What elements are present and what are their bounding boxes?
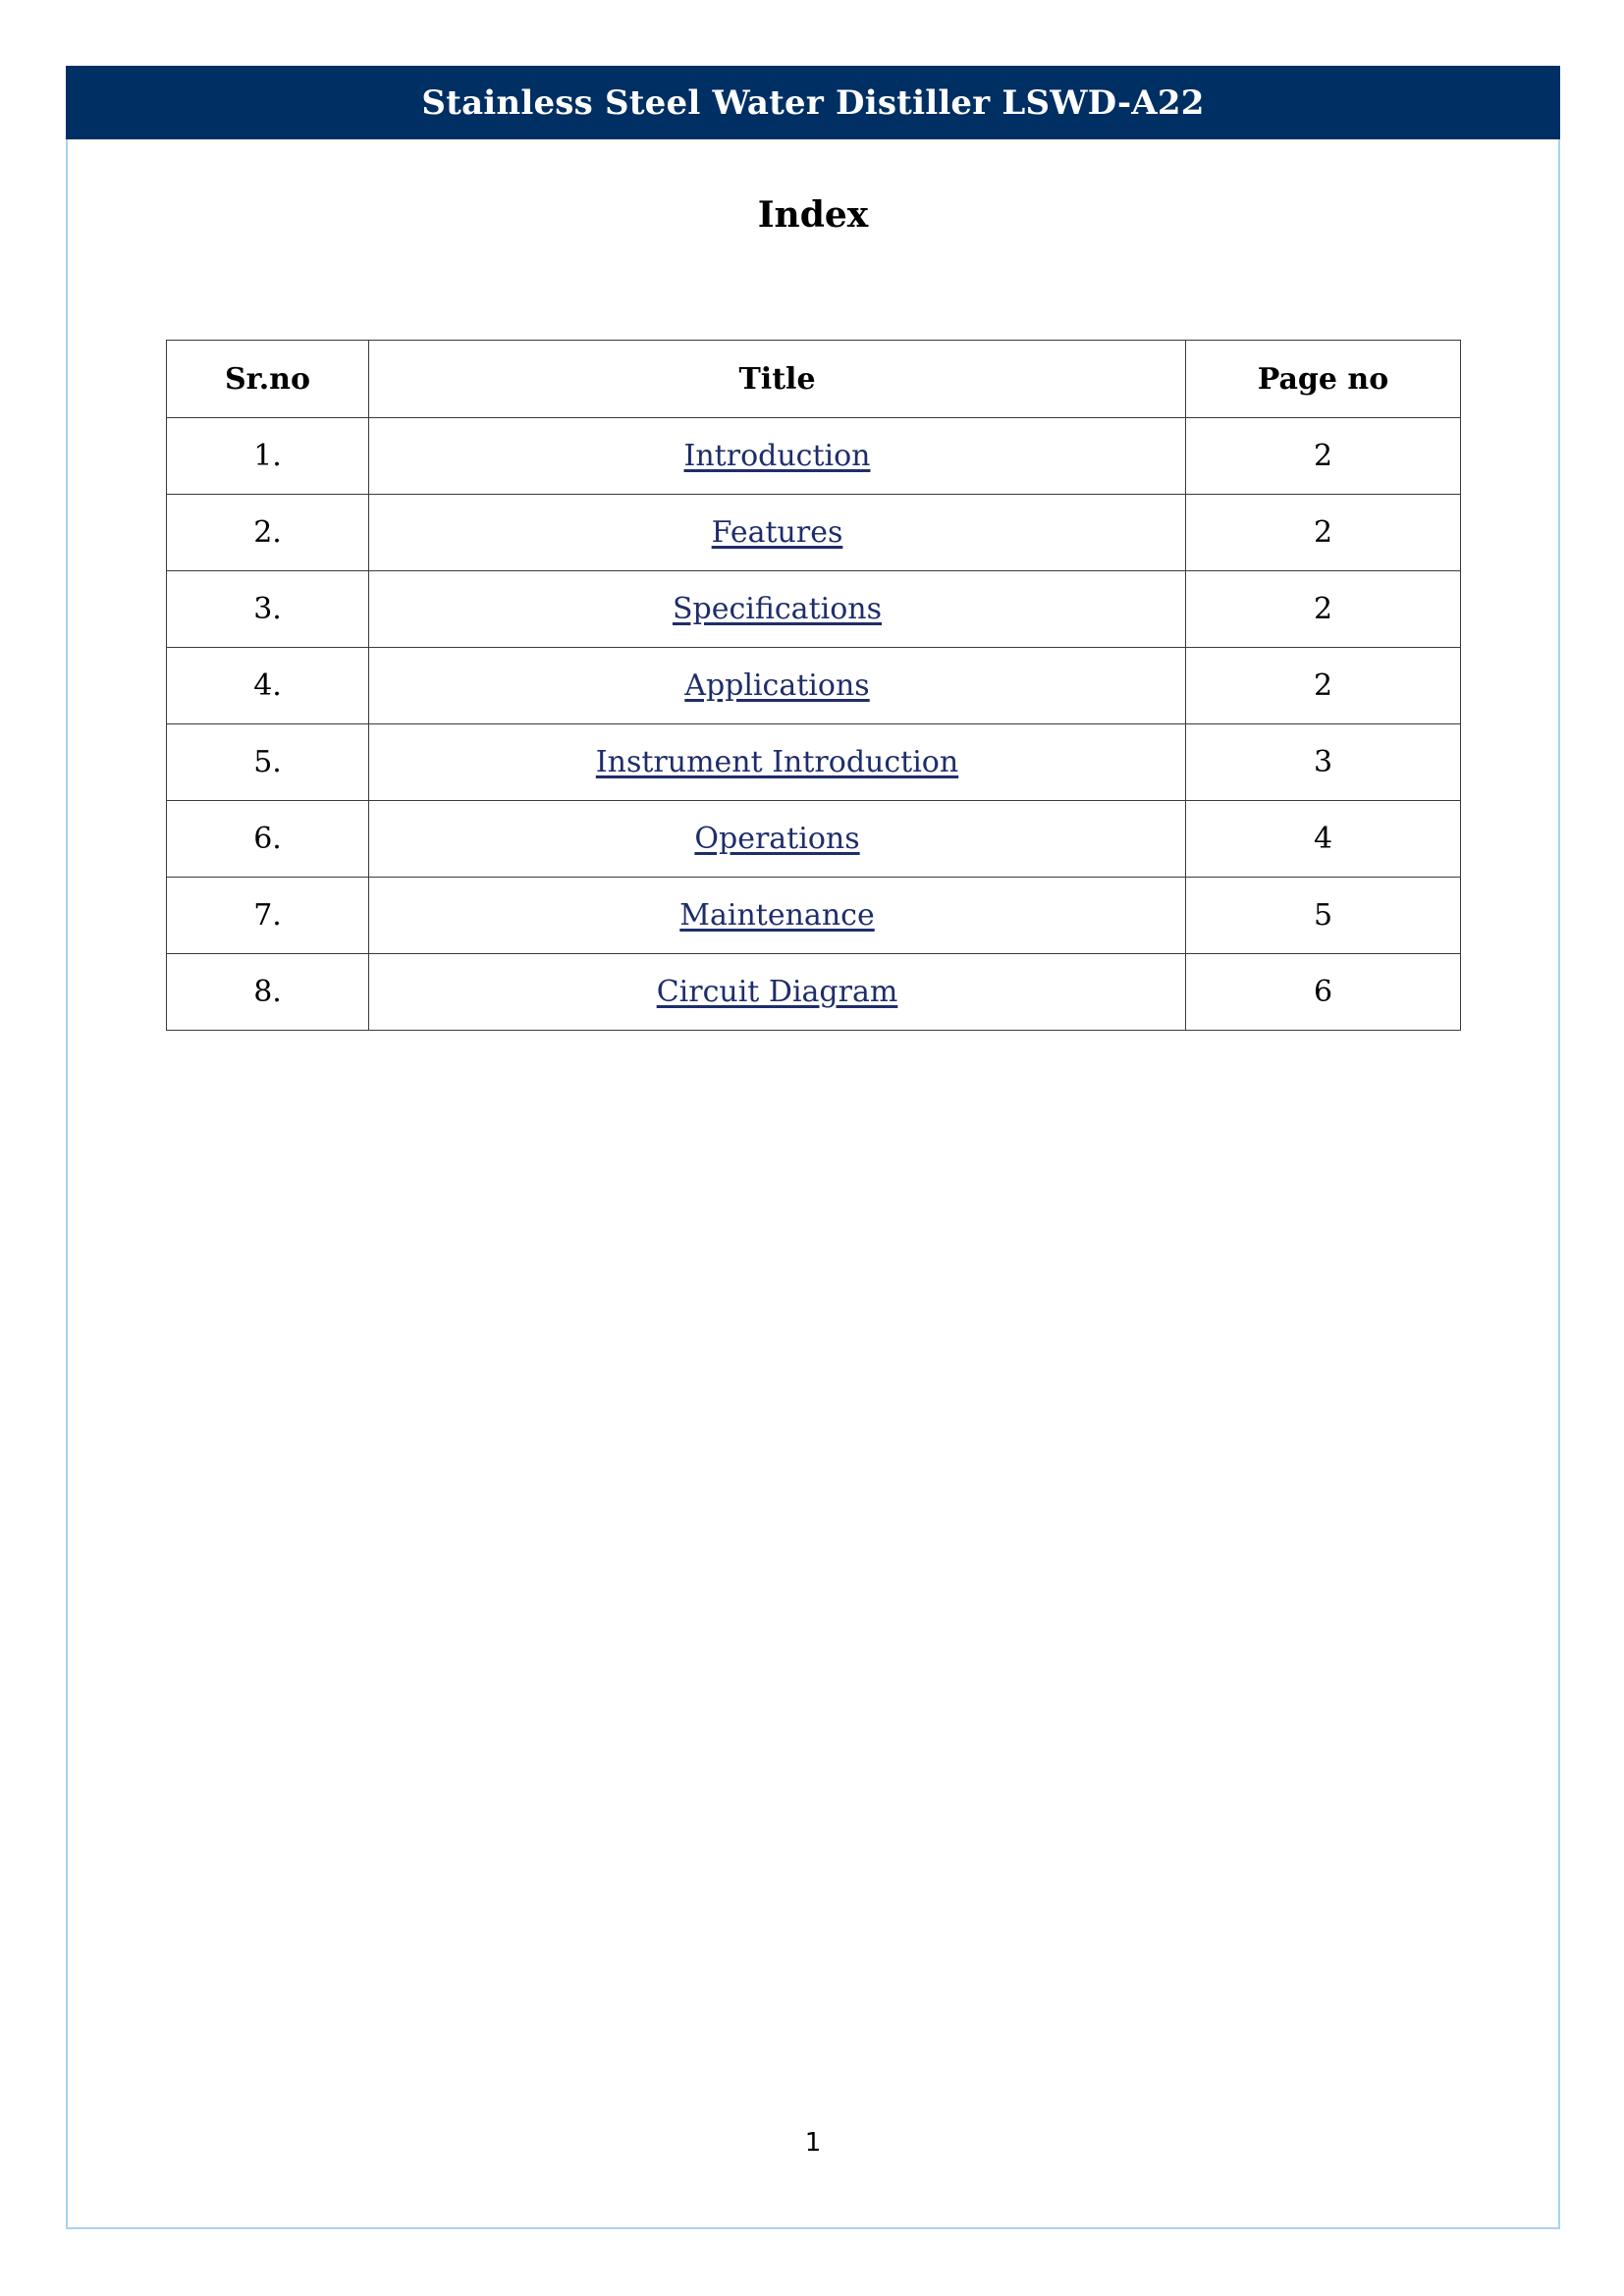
row-sr-no: 2. <box>167 495 369 571</box>
row-title-cell <box>369 878 1186 954</box>
table-row <box>167 418 1461 495</box>
row-title-cell <box>369 724 1186 801</box>
toc-link-instrument-introduction[interactable]: Instrument Introduction <box>595 745 959 779</box>
column-header-sr-no: Sr.no <box>167 341 369 418</box>
row-title-cell <box>369 648 1186 724</box>
index-heading: Index <box>757 194 869 236</box>
row-page-no: 2 <box>1186 648 1461 724</box>
table-row <box>167 954 1461 1031</box>
row-title-cell <box>369 801 1186 878</box>
toc-link-features[interactable]: Features <box>711 515 843 550</box>
row-sr-no: 7. <box>167 878 369 954</box>
table-header-row <box>167 341 1461 418</box>
document-title: Stainless Steel Water Distiller LSWD-A22 <box>421 82 1205 123</box>
column-header-title: Title <box>369 341 1186 418</box>
row-page-no: 6 <box>1186 954 1461 1031</box>
toc-link-maintenance[interactable]: Maintenance <box>679 898 875 933</box>
toc-link-circuit-diagram[interactable]: Circuit Diagram <box>656 975 898 1009</box>
table-row <box>167 878 1461 954</box>
row-page-no: 2 <box>1186 495 1461 571</box>
row-page-no: 3 <box>1186 724 1461 801</box>
row-title-cell <box>369 418 1186 495</box>
table-row <box>167 724 1461 801</box>
row-page-no: 2 <box>1186 418 1461 495</box>
toc-link-introduction[interactable]: Introduction <box>683 439 871 473</box>
table-row <box>167 648 1461 724</box>
toc-link-applications[interactable]: Applications <box>684 668 870 703</box>
row-page-no: 4 <box>1186 801 1461 878</box>
row-sr-no: 1. <box>167 418 369 495</box>
row-page-no: 5 <box>1186 878 1461 954</box>
row-sr-no: 6. <box>167 801 369 878</box>
row-title-cell <box>369 495 1186 571</box>
row-sr-no: 8. <box>167 954 369 1031</box>
toc-link-specifications[interactable]: Specifications <box>672 592 883 626</box>
document-header <box>66 66 1560 139</box>
table-of-contents <box>166 340 1461 1031</box>
table-row <box>167 801 1461 878</box>
table-row <box>167 495 1461 571</box>
row-sr-no: 5. <box>167 724 369 801</box>
column-header-page-no: Page no <box>1186 341 1461 418</box>
toc-link-operations[interactable]: Operations <box>694 822 860 856</box>
table-row <box>167 571 1461 648</box>
row-title-cell <box>369 571 1186 648</box>
row-sr-no: 4. <box>167 648 369 724</box>
page-number: 1 <box>804 2128 822 2158</box>
row-sr-no: 3. <box>167 571 369 648</box>
row-title-cell <box>369 954 1186 1031</box>
row-page-no: 2 <box>1186 571 1461 648</box>
